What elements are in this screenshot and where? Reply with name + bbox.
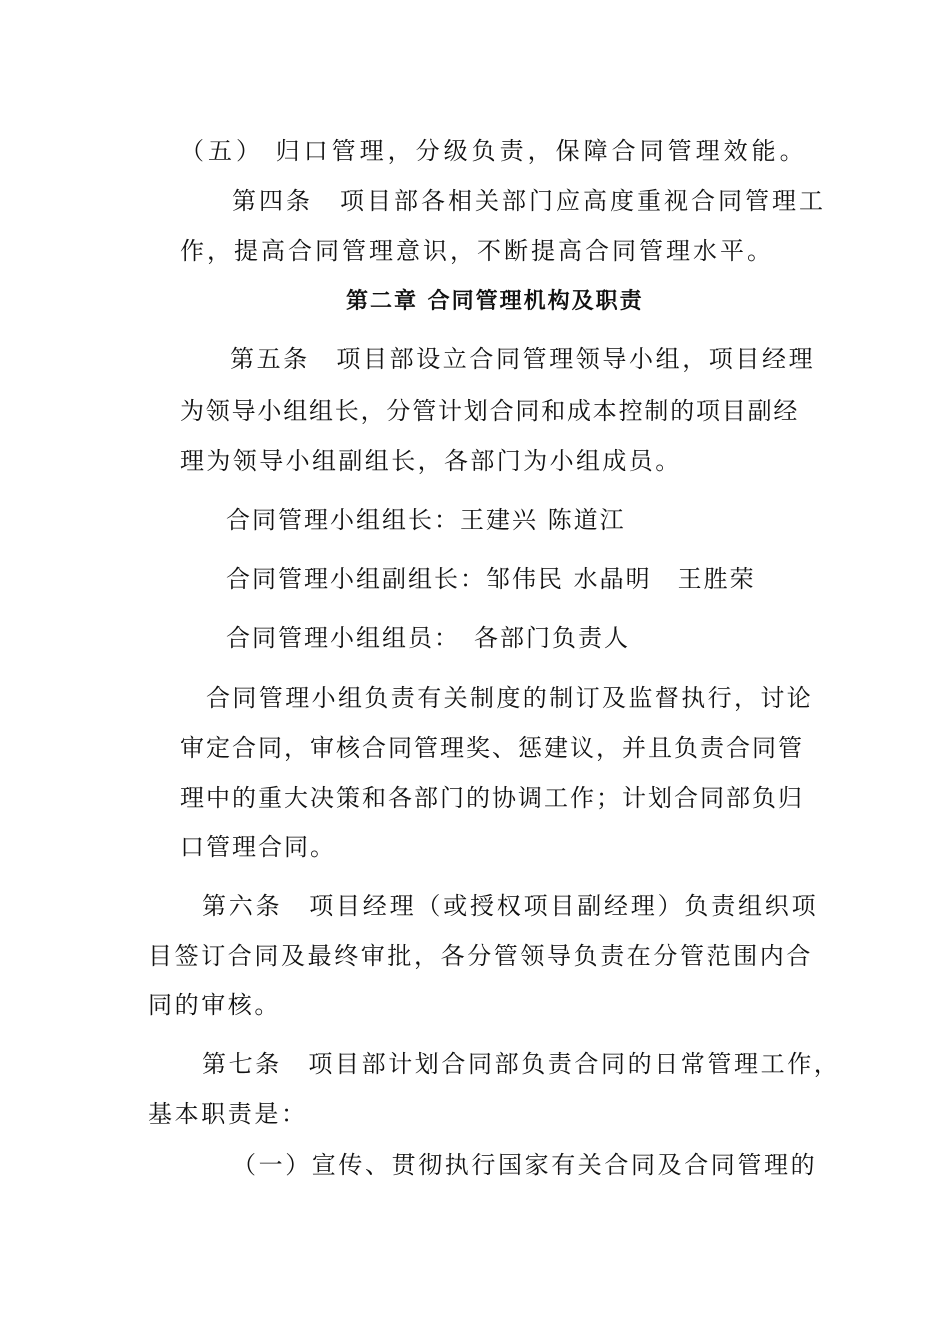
article-six-line-2: 目签订合同及最终审批，各分管领导负责在分管范围内合 [148, 942, 813, 970]
article-five-line-2: 为领导小组组长，分管计划合同和成本控制的项目副经 [180, 397, 800, 425]
article-seven-line-2: 基本职责是： [148, 1100, 308, 1128]
group-leader-line: 合同管理小组组长：王建兴 陈道江 [226, 506, 626, 534]
article-six-line-3: 同的审核。 [148, 991, 281, 1019]
group-duties-line-2: 审定合同，审核合同管理奖、惩建议，并且负责合同管 [180, 734, 804, 762]
group-duties-line-3: 理中的重大决策和各部门的协调工作；计划合同部负归 [180, 784, 804, 812]
article-four-line-1: 第四条 项目部各相关部门应高度重视合同管理工 [232, 187, 826, 215]
article-five-line-1: 第五条 项目部设立合同管理领导小组，项目经理 [230, 345, 816, 373]
group-duties-line-1: 合同管理小组负责有关制度的制订及监督执行，讨论 [206, 684, 814, 712]
article-six-line-1: 第六条 项目经理（或授权项目副经理）负责组织项 [202, 892, 819, 920]
group-duties-line-4: 口管理合同。 [180, 833, 336, 861]
article-seven-item-one-line: （一）宣传、贯彻执行国家有关合同及合同管理的 [232, 1151, 818, 1179]
article-five-line-3: 理为领导小组副组长，各部门为小组成员。 [180, 447, 682, 475]
article-four-line-2: 作，提高合同管理意识，不断提高合同管理水平。 [180, 237, 774, 265]
article-seven-line-1: 第七条 项目部计划合同部负责合同的日常管理工作， [202, 1050, 841, 1078]
group-deputy-leader-line: 合同管理小组副组长：邹伟民 水晶明 王胜荣 [226, 565, 756, 593]
group-members-line: 合同管理小组组员： 各部门负责人 [226, 624, 630, 652]
clause-five-line: （五） 归口管理，分级负责，保障合同管理效能。 [180, 137, 808, 165]
chapter-two-heading: 第二章 合同管理机构及职责 [346, 289, 644, 314]
